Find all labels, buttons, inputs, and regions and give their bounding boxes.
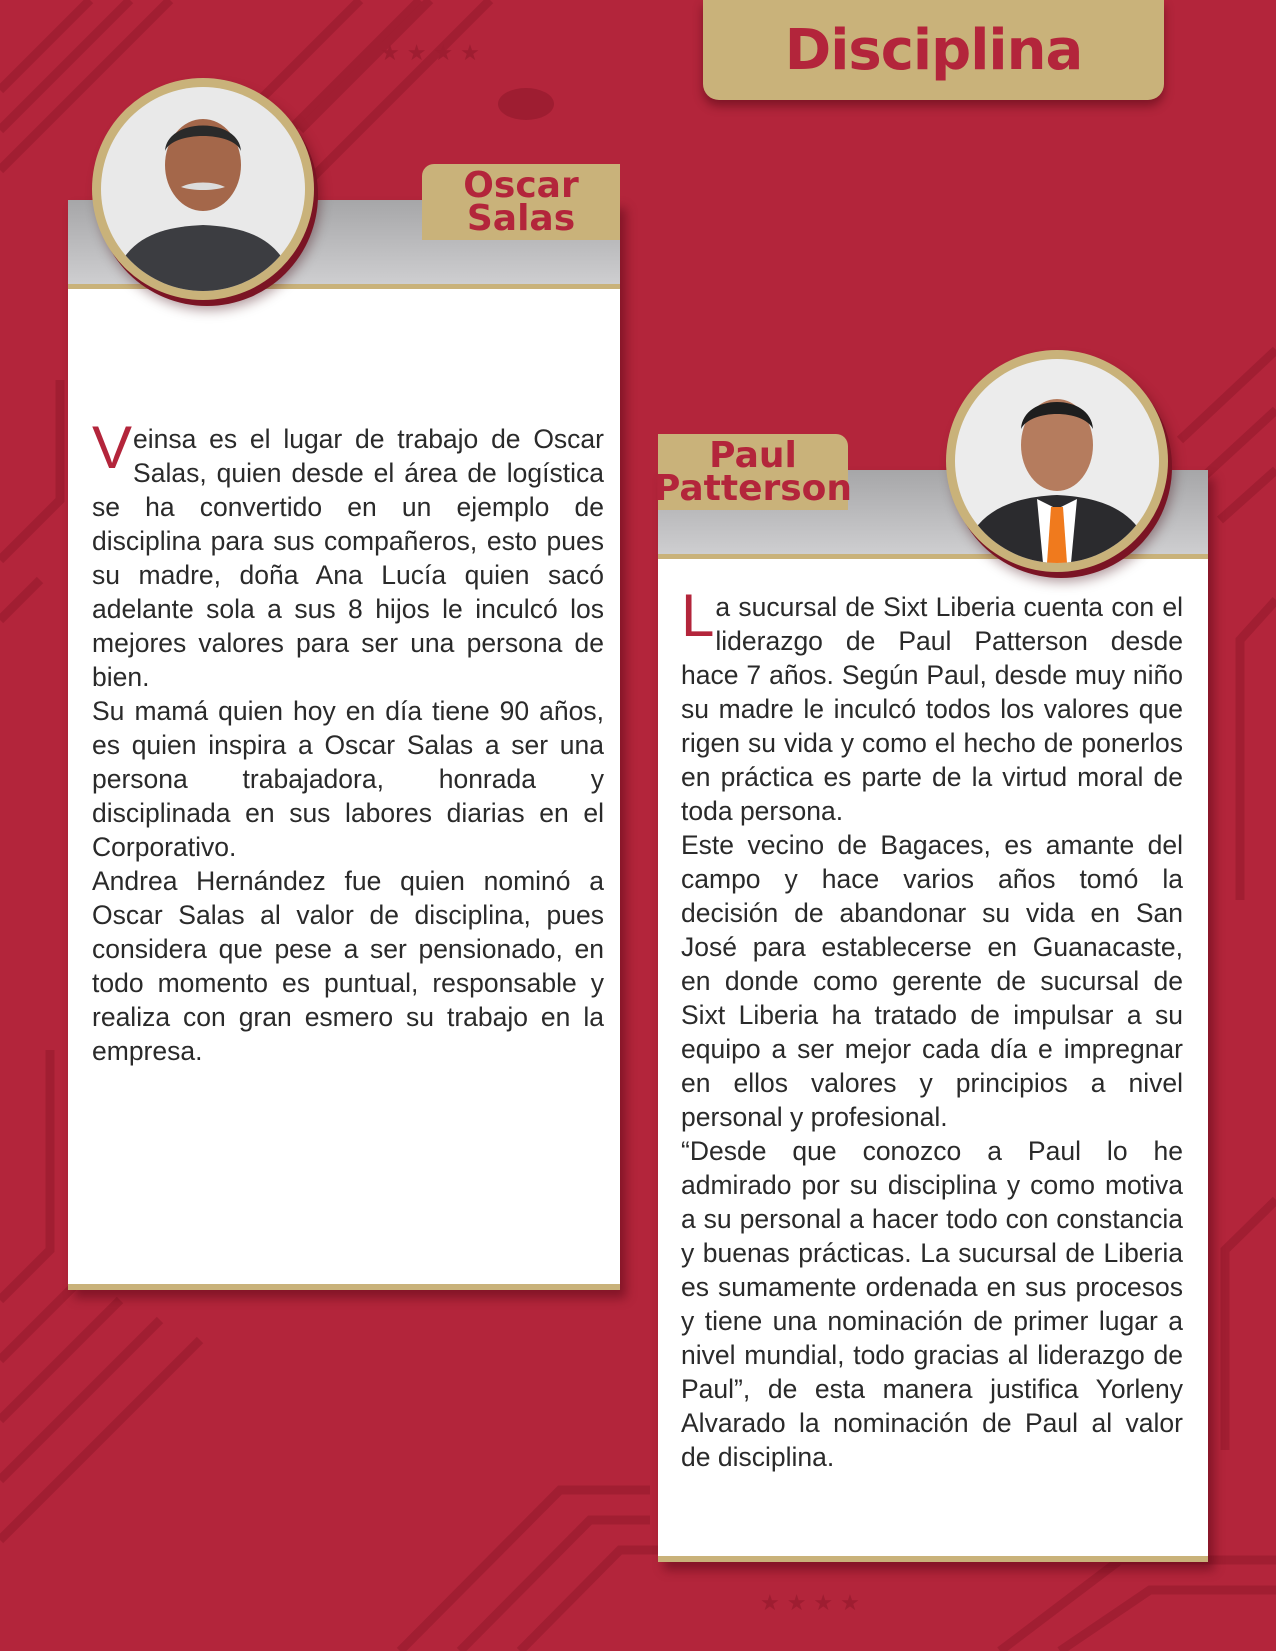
paragraph: Su mamá quien hoy en día tiene 90 años, es quien inspira a Oscar Salas a ser una persona trabajadora, honrada y disciplinada en sus labores diarias en el Corporativo. bbox=[92, 696, 604, 862]
paragraph: “Desde que conozco a Paul lo he admirado por su disciplina y como motiva a su personal a hacer todo con constancia y buenas prácticas. La sucursal de Liberia es sumamente ordenada en sus procesos y tiene una nominación de primer lugar a nivel mundial, todo gracias al liderazgo de Paul”, de esta manera justifica Yorleny Alvarado la nominación de Paul al valor de disciplina. bbox=[681, 1136, 1183, 1472]
profile-text-oscar bbox=[92, 414, 604, 1068]
paragraph: Veinsa es el lugar de trabajo de Oscar Salas, quien desde el área de logística se ha convertido en un ejemplo de disciplina para sus compañeros, esto pues su madre, doña Ana Lucía quien sacó adelante sola a sus 8 hijos le inculcó los mejores valores para ser una persona de bien. bbox=[92, 414, 604, 692]
last-name: Salas bbox=[466, 198, 576, 239]
page-title-tab bbox=[703, 0, 1164, 100]
paragraph: Andrea Hernández fue quien nominó a Oscar Salas al valor de disciplina, pues considera que pese a ser pensionado, en todo momento es puntual, responsable y realiza con gran esmero su trabajo en la empresa. bbox=[92, 866, 604, 1066]
profile-text-paul bbox=[681, 582, 1183, 1474]
avatar-paul bbox=[946, 350, 1168, 572]
name-tag-oscar bbox=[422, 164, 620, 240]
first-name: Paul bbox=[709, 435, 797, 476]
last-name: Patterson bbox=[653, 468, 853, 509]
card-bottom-border bbox=[68, 1284, 620, 1290]
dropcap-letter: V bbox=[92, 414, 133, 481]
page-title: Disciplina bbox=[784, 17, 1083, 83]
name-tag-paul bbox=[653, 434, 853, 510]
person-portrait-icon bbox=[955, 359, 1159, 563]
person-portrait-icon bbox=[101, 87, 305, 291]
card-header-divider bbox=[658, 554, 1208, 559]
svg-text:★ ★ ★ ★: ★ ★ ★ ★ bbox=[760, 1591, 860, 1616]
avatar-oscar bbox=[92, 78, 314, 300]
paragraph: La sucursal de Sixt Liberia cuenta con el liderazgo de Paul Patterson desde hace 7 años. Según Paul, desde muy niño su madre le inculcó todos los valores que rigen su vida y como el hecho de ponerlos en práctica es parte de la virtud moral de toda persona. bbox=[681, 582, 1183, 826]
card-bottom-border bbox=[658, 1556, 1208, 1562]
paragraph: Este vecino de Bagaces, es amante del campo y hace varios años tomó la decisión de abandonar su vida en San José para establecerse en Guanacaste, en donde como gerente de sucursal de Sixt Liberia ha tratado de impulsar a su equipo a ser mejor cada día e impregnar en ellos valores y principios a nivel personal y profesional. bbox=[681, 830, 1183, 1132]
svg-text:★ ★ ★ ★: ★ ★ ★ ★ bbox=[380, 41, 480, 66]
first-name: Oscar bbox=[463, 165, 579, 206]
dropcap-letter: L bbox=[681, 582, 715, 649]
